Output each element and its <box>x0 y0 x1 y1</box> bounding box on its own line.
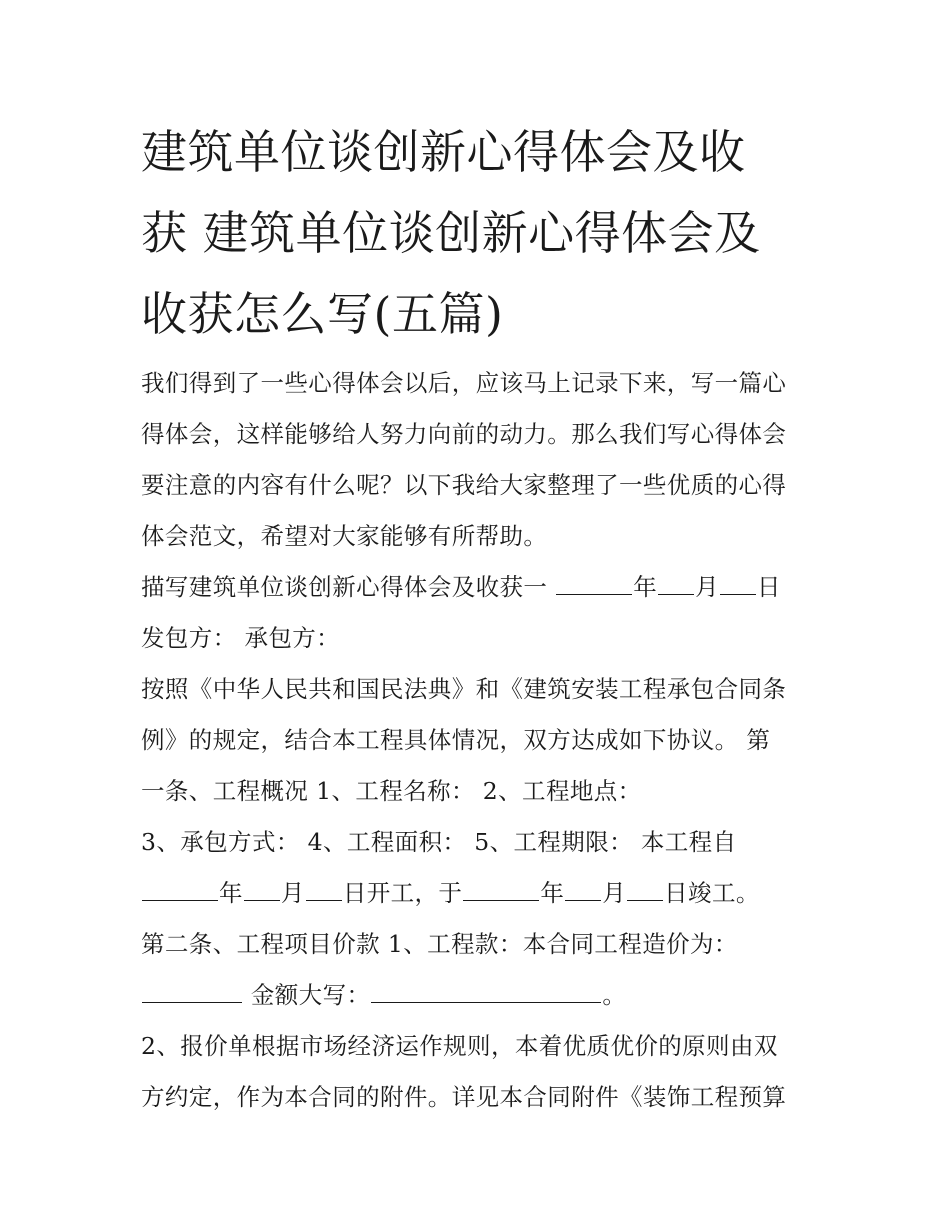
end-month-blank <box>565 875 601 901</box>
para1-line: 3、承包方式： 4、工程面积： 5、工程期限： 本工程自 <box>141 828 737 856</box>
day-blank <box>720 569 756 595</box>
end-day-blank <box>627 875 663 901</box>
day-label: 日 <box>757 573 781 601</box>
section1-heading: 描写建筑单位谈创新心得体会及收获一 <box>141 573 548 601</box>
period-open-text: 开工，于 <box>366 879 463 907</box>
document-page <box>141 112 816 1123</box>
month-blank <box>658 569 694 595</box>
start-month-label: 月 <box>280 879 305 907</box>
document-body <box>141 358 816 1123</box>
amount-blank <box>142 977 242 1003</box>
para2-line: 方约定，作为本合同的附件。详见本合同附件《装饰工程预算 <box>141 1083 787 1111</box>
end-year-blank <box>463 875 539 901</box>
parties-line: 发包方： 承包方： <box>141 624 341 652</box>
period-line <box>141 868 816 919</box>
para1-line: 按照《中华人民共和国民法典》和《建筑安装工程承包合同条 <box>141 675 787 703</box>
para2-line: 2、报价单根据市场经济运作规则，本着优质优价的原则由双 <box>141 1032 778 1060</box>
year-label: 年 <box>633 573 658 601</box>
para1-line: 例》的规定，结合本工程具体情况，双方达成如下协议。 第 <box>141 726 771 754</box>
clause2-line: 第二条、工程项目价款 1、工程款：本合同工程造价为： <box>141 930 738 958</box>
amount-line <box>141 970 816 1021</box>
end-year-label: 年 <box>540 879 565 907</box>
title-line: 收获怎么写(五篇) <box>141 287 504 341</box>
start-year-label: 年 <box>219 879 243 907</box>
title-line: 获 建筑单位谈创新心得体会及 <box>141 206 761 260</box>
intro-line: 要注意的内容有什么呢？以下我给大家整理了一些优质的心得 <box>141 471 787 499</box>
amount-end: 。 <box>602 981 627 1009</box>
period-end-text: 竣工。 <box>688 879 760 907</box>
para1-line: 一条、工程概况 1、工程名称： 2、工程地点： <box>141 777 642 805</box>
start-day-label: 日 <box>342 879 367 907</box>
intro-line: 得体会，这样能够给人努力向前的动力。那么我们写心得体会 <box>141 420 787 448</box>
amount-label: 金额大写： <box>250 981 371 1009</box>
section1-heading-line <box>141 562 816 613</box>
intro-line: 体会范文，希望对大家能够有所帮助。 <box>141 522 548 550</box>
title-line: 建筑单位谈创新心得体会及收 <box>141 125 746 179</box>
document-title <box>141 112 816 355</box>
amount-words-blank <box>371 977 601 1003</box>
year-blank <box>556 569 632 595</box>
start-month-blank <box>244 875 280 901</box>
end-month-label: 月 <box>602 879 627 907</box>
start-day-blank <box>306 875 342 901</box>
end-day-label: 日 <box>664 879 689 907</box>
intro-line: 我们得到了一些心得体会以后，应该马上记录下来，写一篇心 <box>141 369 787 397</box>
month-label: 月 <box>695 573 719 601</box>
start-year-blank <box>142 875 218 901</box>
